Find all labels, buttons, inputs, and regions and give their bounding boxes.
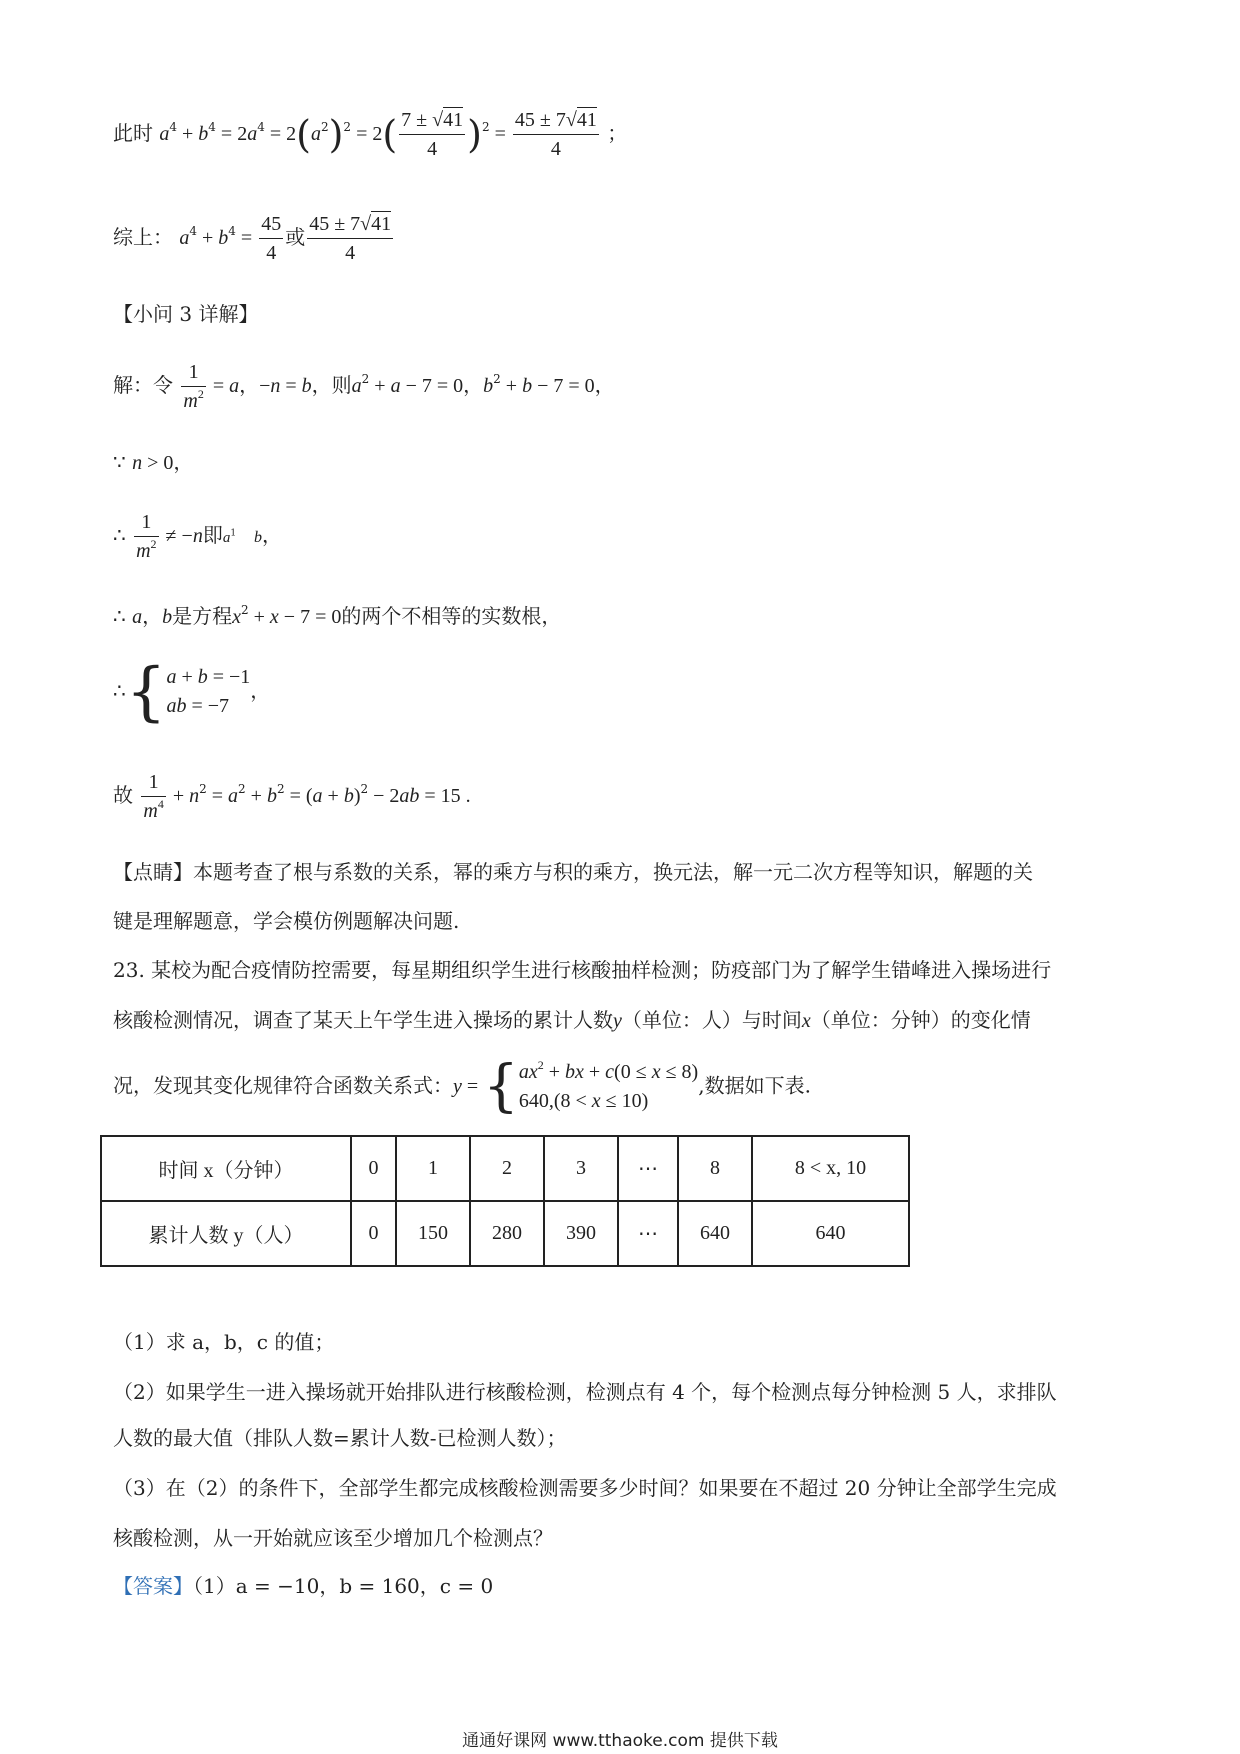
part2-equation: 此时 $a^4 + b^4 = 2a^4 = 2(a^2)^2 = 2$( $\frac{7 \pm √41}{4}$ )$^2$ = $\frac{45 \pm 7√41}{4}$ ；	[113, 109, 628, 160]
answer-line	[113, 1574, 493, 1598]
question-1: （1）求 a，b，c 的值；	[113, 1330, 335, 1354]
table-cell: 280	[470, 1201, 544, 1266]
data-table	[100, 1135, 910, 1267]
table-cell: 0	[351, 1201, 396, 1266]
table-cell: 640	[678, 1201, 752, 1266]
table-cell: 640	[752, 1201, 909, 1266]
table-cell: 8 < x, 10	[752, 1136, 909, 1201]
question-2-line-2: 人数的最大值（排队人数=累计人数-已检测人数）；	[113, 1426, 567, 1450]
answer-text: （1）a = −10，b = 160，c = 0	[193, 1574, 494, 1598]
problem23-line-2: 核酸检测情况，调查了某天上午学生进入操场的累计人数y（单位：人）与时间x（单位：分钟）的变化情	[113, 1008, 1031, 1032]
question-3-line-2: 核酸检测，从一开始就应该至少增加几个检测点？	[113, 1526, 553, 1550]
part3-condition: ∵ n > 0，	[113, 450, 194, 474]
table-cell: 8	[678, 1136, 752, 1201]
problem23-line-3: 况，发现其变化规律符合函数关系式：y = { $ax^2$ + bx + c(0 ≤ x ≤ 8) 640,(8 < x ≤ 10) ,数据如下表.	[113, 1054, 811, 1119]
table-cell: 0	[351, 1136, 396, 1201]
table-header-time: 时间 x（分钟）	[101, 1136, 351, 1201]
table-cell: 2	[470, 1136, 544, 1201]
table-row	[101, 1201, 909, 1266]
part3-roots: ∴ a，b是方程$x^2 + x - 7 = 0$的两个不相等的实数根，	[113, 603, 562, 628]
table-cell: 1	[396, 1136, 470, 1201]
part3-inequality: ∴ $\frac{1}{m^2}$ ≠ −n即$a^1$ b，	[113, 511, 283, 562]
table-cell: 3	[544, 1136, 618, 1201]
comment-line-1: 【点睛】本题考查了根与系数的关系，幂的乘方与积的乘方，换元法，解一元二次方程等知识，解题的关	[113, 860, 1033, 884]
page-footer: 通通好课网 www.tthaoke.com 提供下载	[462, 1731, 778, 1751]
table-cell: 390	[544, 1201, 618, 1266]
part3-substitution: 解：令 $\frac{1}{m^2}$ = a，−n = b，则$a^2 + a - 7 = 0$，$b^2 + b - 7 = 0$，	[113, 361, 615, 412]
table-header-count: 累计人数 y（人）	[101, 1201, 351, 1266]
part3-conclusion: 故 $\frac{1}{m^4}$ + $n^2 = a^2 + b^2 = (a + b)^2 - 2ab = 15$ .	[113, 771, 471, 822]
part3-heading: 【小问 3 详解】	[113, 302, 259, 326]
problem23-line-1: 23. 某校为配合疫情防控需要，每星期组织学生进行核酸抽样检测；防疫部门为了解学生错峰进入操场进行	[113, 958, 1052, 982]
question-2-line-1: （2）如果学生一进入操场就开始排队进行核酸检测，检测点有 4 个，每个检测点每分钟检测 5 人，求排队	[113, 1380, 1057, 1404]
part3-system: ∴{ a + b = −1 ab = −7 ，	[113, 655, 271, 729]
table-cell: ⋯	[618, 1201, 678, 1266]
table-cell: 150	[396, 1201, 470, 1266]
question-3-line-1: （3）在（2）的条件下，全部学生都完成核酸检测需要多少时间？如果要在不超过 20 分钟让全部学生完成	[113, 1476, 1057, 1500]
comment-line-2: 键是理解题意，学会模仿例题解决问题.	[113, 909, 460, 933]
part2-summary: 综上： $a^4 + b^4$ = $\frac{45}{4}$ 或 $\frac{45 \pm 7√41}{4}$	[113, 213, 392, 264]
answer-label: 【答案】	[113, 1574, 193, 1598]
table-cell: ⋯	[618, 1136, 678, 1201]
table-row	[101, 1136, 909, 1201]
